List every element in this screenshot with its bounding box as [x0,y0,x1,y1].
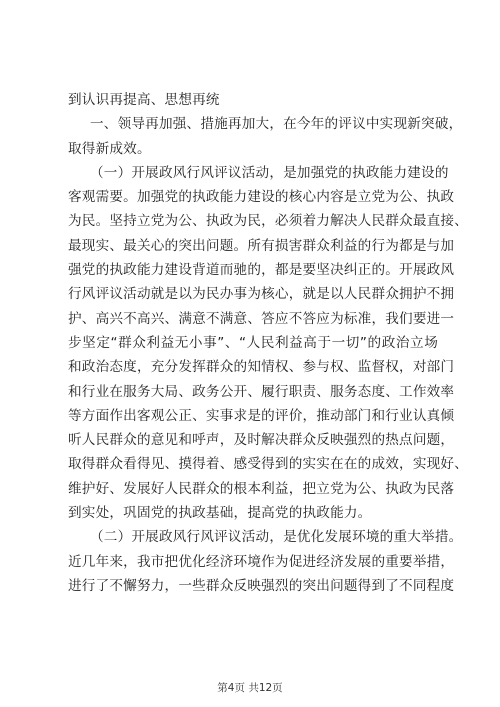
text-line: 维护好、发展好人民群众的根本利益，把立党为公、执政为民落 [68,480,455,497]
text-line: 取得新成效。 [68,140,151,157]
text-line: 取得群众看得见、摸得着、感受得到的实实在在的成效，实现好、 [68,456,469,473]
page-footer: 第4页 共12页 [217,682,283,694]
text-line: 和行业在服务大局、政务公开、履行职责、服务态度、工作效率 [68,383,455,400]
text-line: 近几年来，我市把优化经济环境作为促进经济发展的重要举措， [68,553,455,570]
text-line: 护、高兴不高兴、满意不满意、答应不答应为标准，我们要进一 [68,310,455,327]
text-line: 客观需要。加强党的执政能力建设的核心内容是立党为公、执政 [68,189,455,206]
text-line: 到实处，巩固党的执政基础，提高党的执政能力。 [68,505,372,522]
text-line: 听人民群众的意见和呼声，及时解决群众反映强烈的热点问题， [68,432,455,449]
text-line: 步坚定“群众利益无小事”、“人民利益高于一切”的政治立场 [68,334,438,351]
body-text [68,88,469,598]
text-line: 一、领导再加强、措施再加大，在今年的评议中实现新突破， [90,116,463,133]
text-line: （一）开展政风行风评议活动，是加强党的执政能力建设的 [90,164,449,181]
text-line: 强党的执政能力建设背道而驰的，都是要坚决纠正的。开展政风 [68,262,455,279]
text-line: （二）开展政风行风评议活动，是优化发展环境的重大举措。 [90,529,463,546]
text-line: 行风评议活动就是以为民办事为核心，就是以人民群众拥护不拥 [68,286,455,303]
text-line: 等方面作出客观公正、实事求是的评价，推动部门和行业认真倾 [68,407,455,424]
text-line: 为民。坚持立党为公、执政为民，必须着力解决人民群众最直接、 [68,213,469,230]
text-line: 到认识再提高、思想再统 [68,92,220,108]
text-line: 进行了不懈努力，一些群众反映强烈的突出问题得到了不同程度 [68,577,455,594]
text-line: 最现实、最关心的突出问题。所有损害群众利益的行为都是与加 [68,237,455,254]
text-line: 和政治态度，充分发挥群众的知情权、参与权、监督权，对部门 [68,359,455,376]
